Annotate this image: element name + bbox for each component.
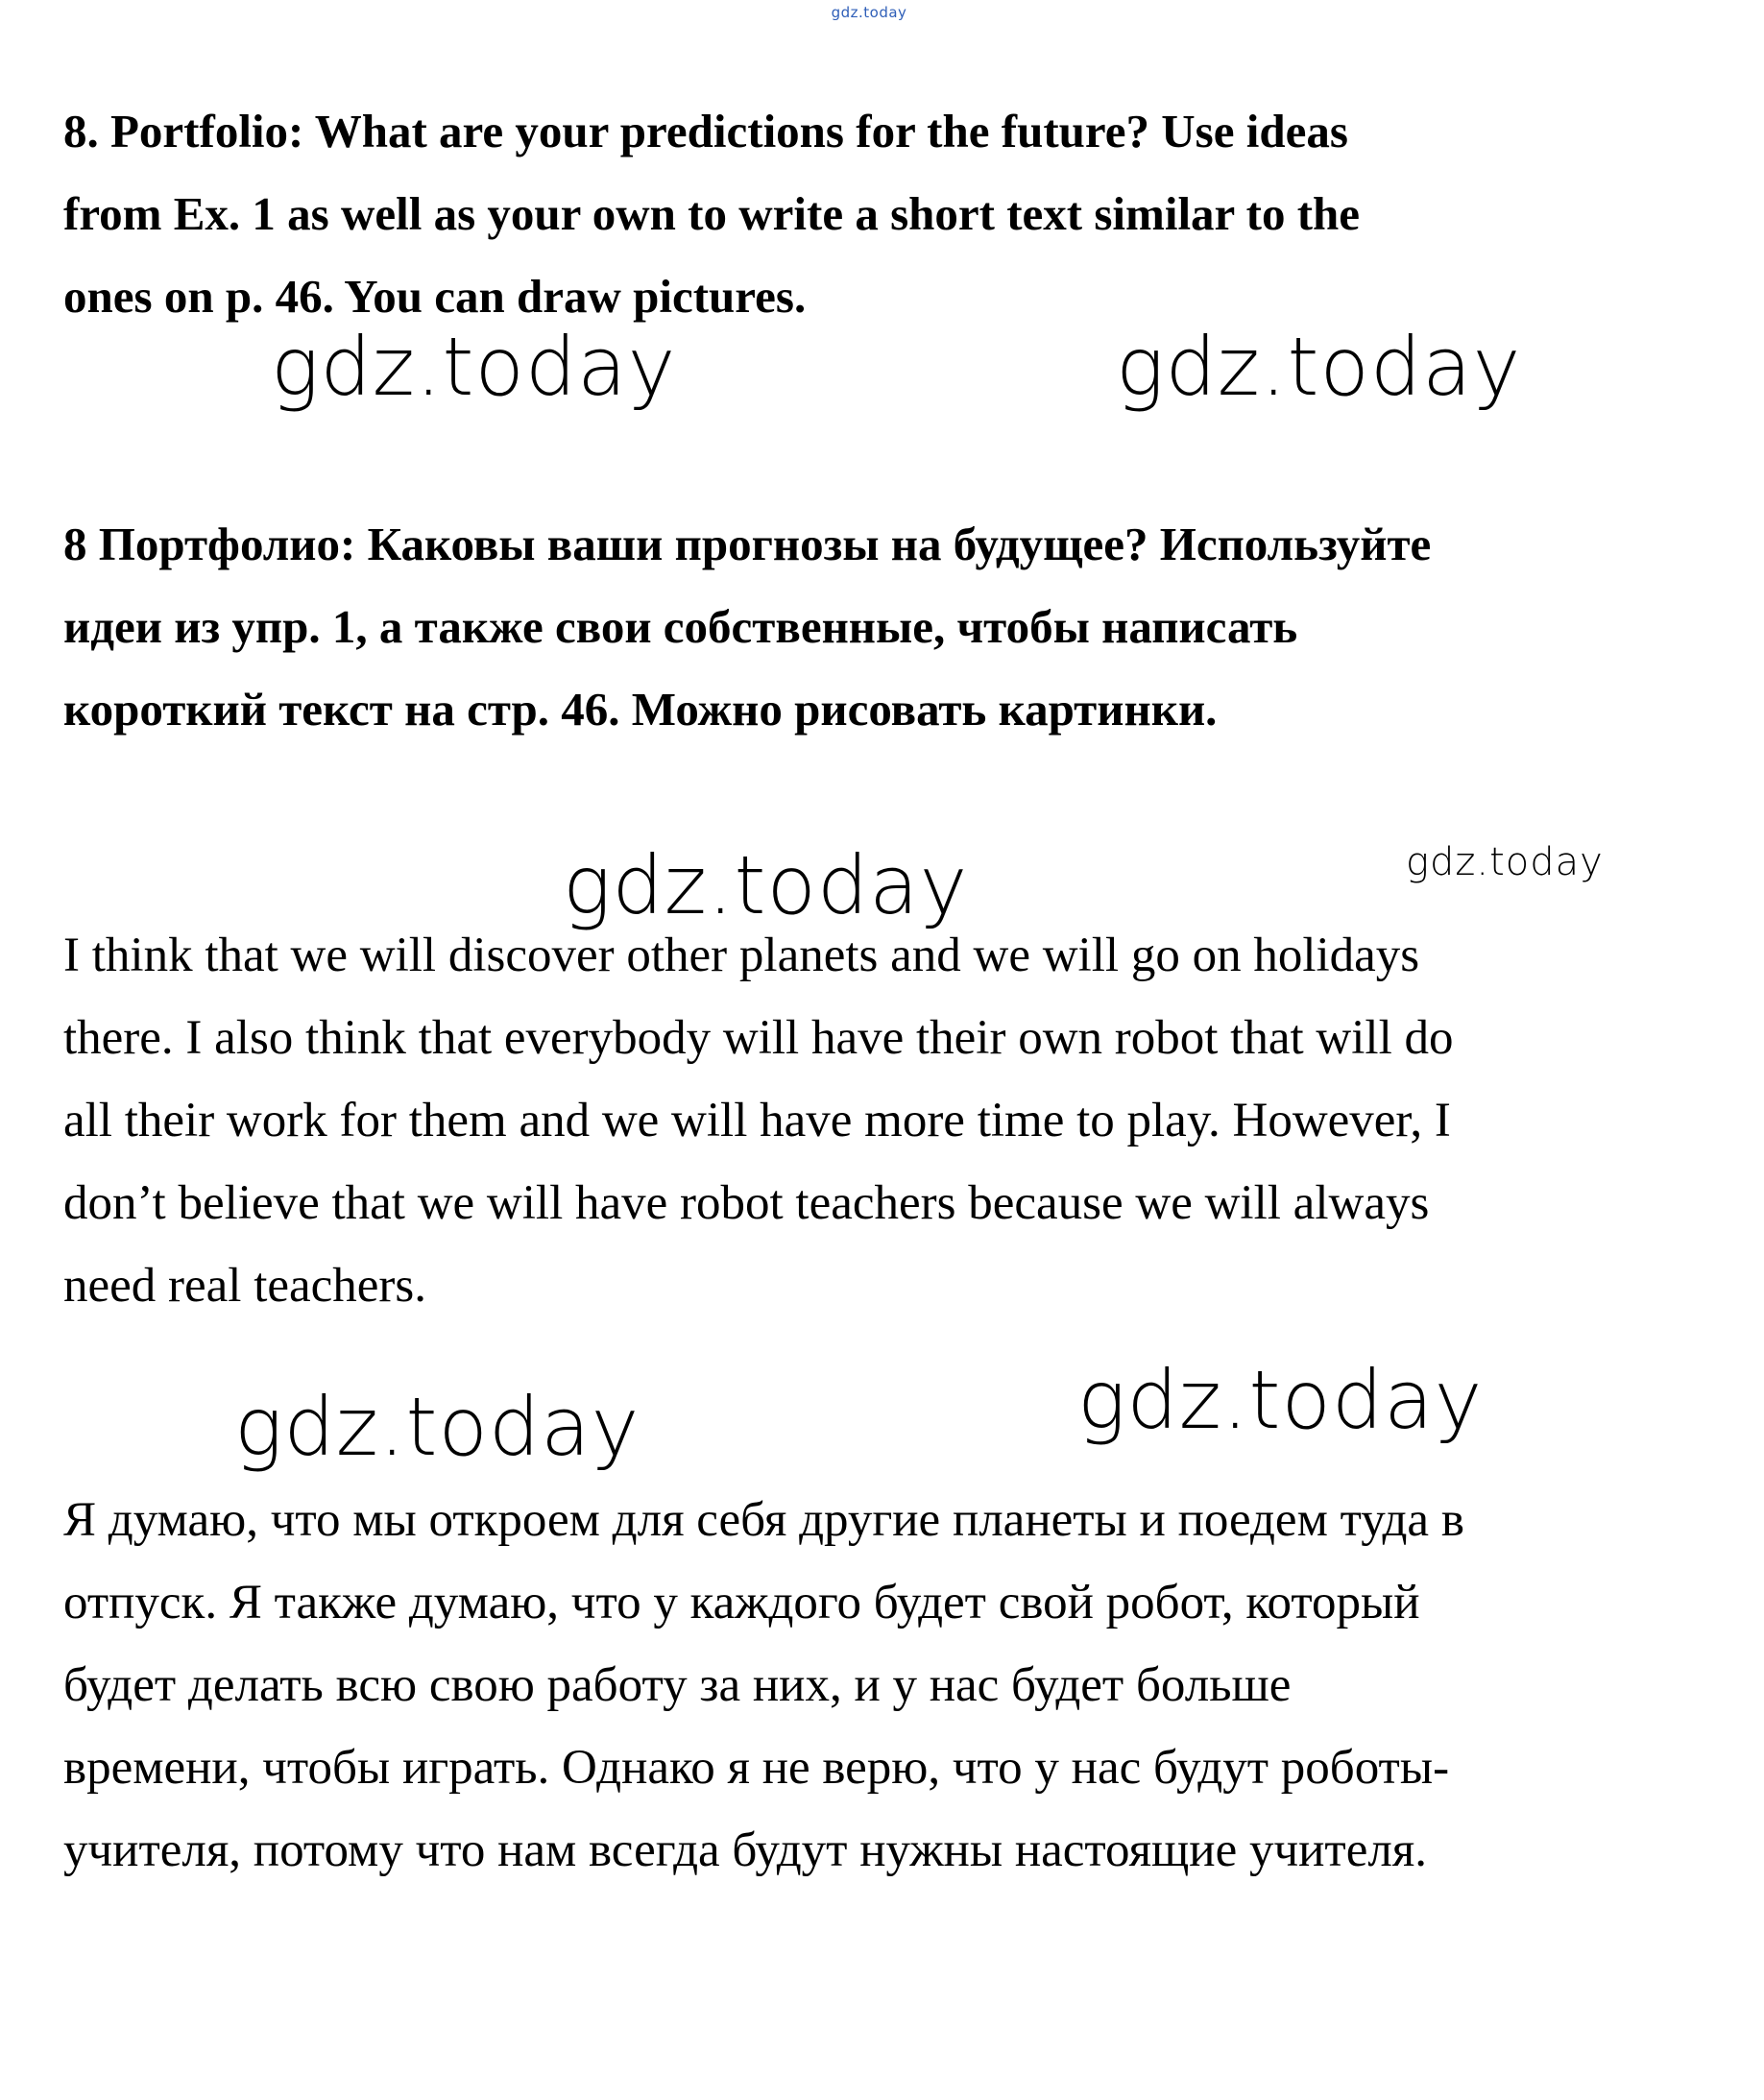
answer-english-line: there. I also think that everybody will have their own robot that will do [63,1011,1454,1065]
task-russian-line: короткий текст на стр. 46. Можно рисовать картинки. [63,683,1218,736]
watermark: gdz.today [1077,1353,1484,1447]
answer-russian-line: учителя, потому что нам всегда будут нужны настоящие учителя. [63,1823,1428,1877]
task-russian-line: идеи из упр. 1, а также свои собственные, чтобы написать [63,600,1298,653]
watermark: gdz.today [563,838,969,932]
answer-english-line: I think that we will discover other planets and we will go on holidays [63,929,1420,982]
answer-english [63,914,1715,1327]
answer-russian-line: Я думаю, что мы откроем для себя другие планеты и поедем туда в [63,1493,1464,1547]
watermark: gdz.today [1116,320,1522,414]
answer-russian [63,1479,1715,1892]
task-russian-line: 8 Портфолио: Каковы ваши прогнозы на будущее? Используйте [63,518,1432,570]
task-english-line: 8. Portfolio: What are your predictions for the future? Use ideas [63,105,1348,157]
watermark: gdz.today [271,320,677,414]
task-russian [63,503,1715,751]
top-watermark: gdz.today [831,4,907,21]
watermark: gdz.today [234,1380,640,1474]
task-english-line: ones on p. 46. You can draw pictures. [63,270,807,323]
answer-russian-line: будет делать всю свою работу за них, и у нас будет больше [63,1658,1292,1712]
answer-russian-line: отпуск. Я также думаю, что у каждого будет свой робот, который [63,1576,1420,1629]
task-english-line: from Ex. 1 as well as your own to write a short text similar to the [63,187,1361,240]
answer-english-line: all their work for them and we will have more time to play. However, I [63,1094,1451,1147]
answer-english-line: need real teachers. [63,1259,426,1313]
watermark: gdz.today [1406,840,1604,884]
answer-russian-line: времени, чтобы играть. Однако я не верю, что у нас будут роботы- [63,1741,1450,1795]
answer-english-line: don’t believe that we will have robot teachers because we will always [63,1176,1430,1230]
task-english [63,90,1715,338]
